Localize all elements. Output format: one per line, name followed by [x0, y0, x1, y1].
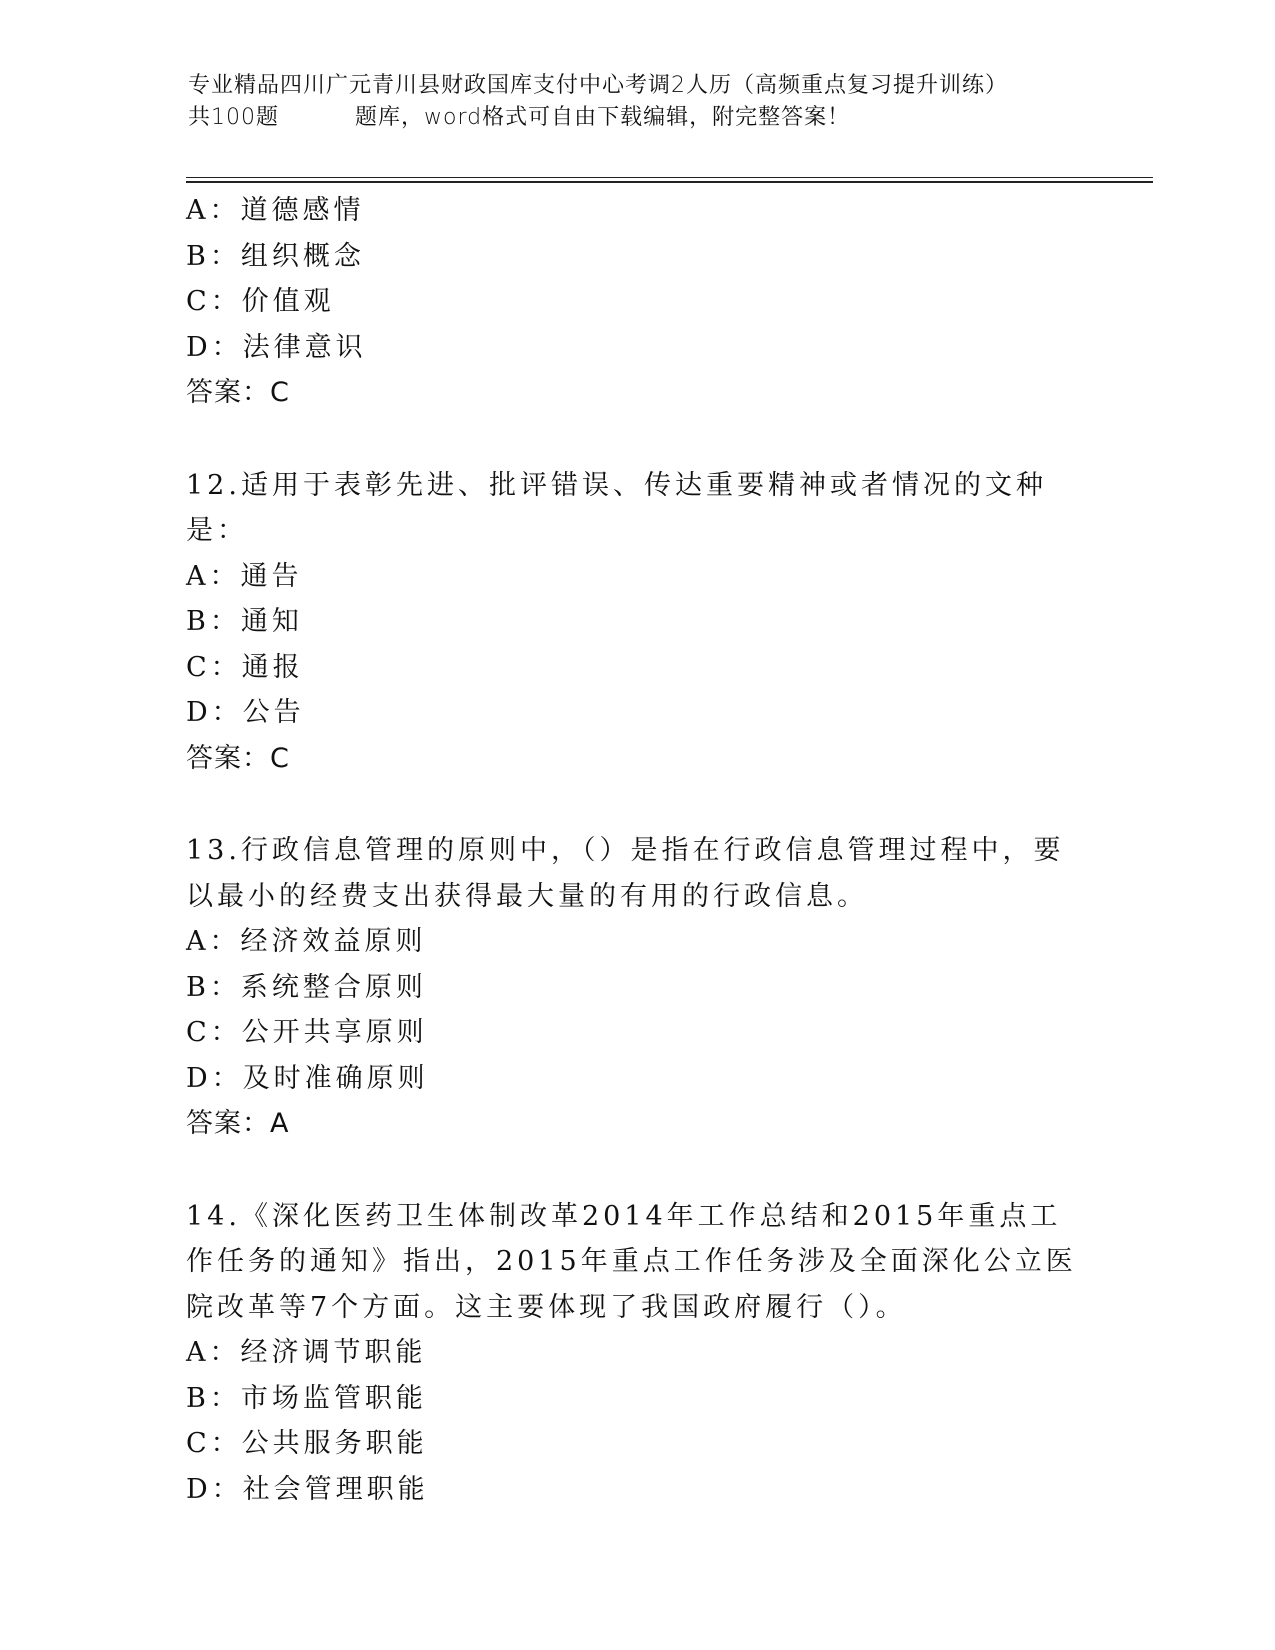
answer-line: 答案：A: [186, 1108, 290, 1139]
header-count: 共100题: [188, 105, 279, 130]
question-block: [186, 1147, 1086, 1513]
question-block: [186, 781, 1086, 1147]
option-a: A：道德感情: [186, 195, 365, 226]
block-spacer: [186, 416, 1086, 463]
question-text: 12.适用于表彰先进、批评错误、传达重要精神或者情况的文种是：: [186, 469, 1047, 546]
option-a: A：经济调节职能: [186, 1337, 427, 1368]
header-title-line: 专业精品四川广元青川县财政国库支付中心考调2人历（高频重点复习提升训练）: [188, 73, 1008, 98]
option-d: D：公告: [186, 697, 305, 728]
option-c: C：价值观: [186, 286, 335, 317]
option-d: D：及时准确原则: [186, 1062, 429, 1094]
option-c: C：公共服务职能: [186, 1428, 428, 1459]
option-b: B：系统整合原则: [186, 971, 427, 1003]
option-b: B：市场监管职能: [186, 1382, 427, 1414]
block-spacer: [186, 781, 1086, 828]
question-text: 13.行政信息管理的原则中，（）是指在行政信息管理过程中，要以最小的经费支出获得最大量的有用的行政信息。: [186, 835, 1065, 912]
option-b: B：组织概念: [186, 240, 365, 272]
page-header: [188, 70, 1088, 134]
option-d: D：法律意识: [186, 331, 367, 363]
answer-line: 答案：C: [186, 377, 290, 408]
header-divider-thin: [186, 177, 1153, 178]
header-note: 题库，word格式可自由下载编辑，附完整答案！: [355, 105, 851, 130]
question-block: [186, 416, 1086, 782]
question-text: 14.《深化医药卫生体制改革2014年工作总结和2015年重点工作任务的通知》指出，2015年重点工作任务涉及全面深化公立医院改革等7个方面。这主要体现了我国政府履行（）。: [186, 1200, 1077, 1323]
answer-line: 答案：C: [186, 742, 290, 774]
question-block: [186, 188, 1086, 416]
option-c: C：公开共享原则: [186, 1017, 428, 1048]
option-a: A：通告: [186, 560, 303, 592]
option-d: D：社会管理职能: [186, 1473, 429, 1505]
header-subtitle-line: [188, 102, 1088, 134]
option-a: A：经济效益原则: [186, 926, 427, 957]
option-c: C：通报: [186, 651, 304, 683]
header-divider-thick: [186, 181, 1153, 183]
question-list: [186, 188, 1086, 1512]
block-spacer: [186, 1147, 1086, 1194]
option-b: B：通知: [186, 606, 303, 637]
